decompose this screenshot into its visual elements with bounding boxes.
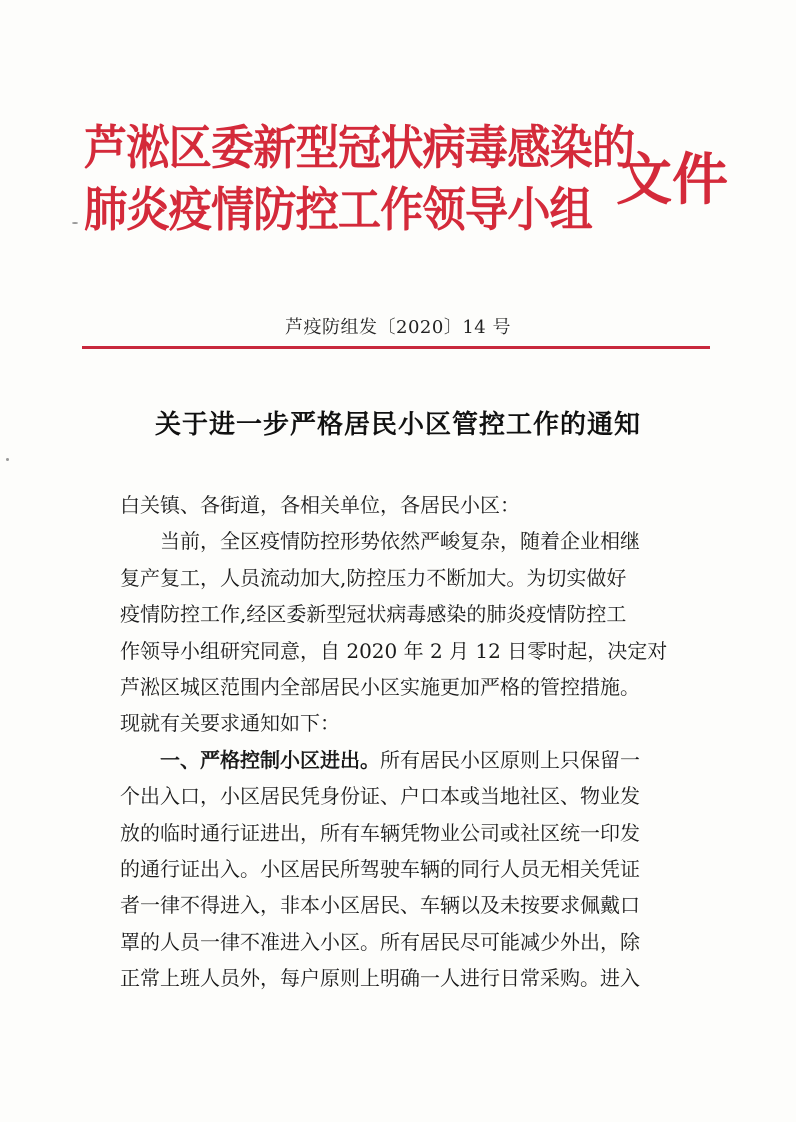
paragraph-2-line: 个出入口，小区居民凭身份证、户口本或当地社区、物业发	[120, 784, 640, 809]
paragraph-2-line: 放的临时通行证进出，所有车辆凭物业公司或社区统一印发	[120, 820, 640, 845]
red-divider-line	[82, 346, 710, 349]
document-body	[120, 487, 690, 997]
masthead-suffix: 文件	[616, 148, 728, 213]
paragraph-2-first-line	[120, 742, 690, 778]
addressee-line: 白关镇、各街道，各相关单位，各居民小区：	[120, 493, 520, 517]
red-masthead	[84, 118, 728, 248]
paragraph-2-line: 者一律不得进入，非本小区居民、车辆以及未按要求佩戴口	[120, 893, 640, 918]
paragraph-2-line: 罩的人员一律不准进入小区。所有居民尽可能减少外出，除	[120, 929, 640, 954]
paragraph-1-line: 现就有关要求通知如下：	[120, 711, 340, 736]
paragraph-2	[120, 742, 690, 997]
scan-speck	[6, 458, 9, 461]
document-number: 芦疫防组发〔2020〕14 号	[285, 317, 511, 338]
section-heading: 一、严格控制小区进出。	[160, 747, 380, 772]
paragraph-1	[120, 523, 690, 741]
paragraph-1-line: 当前，全区疫情防控形势依然严峻复杂，随着企业相继	[160, 529, 640, 554]
paragraph-2-line: 的通行证出入。小区居民所驾驶车辆的同行人员无相关凭证	[120, 857, 640, 882]
document-title: 关于进一步严格居民小区管控工作的通知	[154, 410, 641, 440]
scan-speck	[72, 222, 78, 224]
paragraph-2-line-rest: 所有居民小区原则上只保留一	[380, 747, 640, 772]
masthead-issuer	[84, 118, 635, 242]
masthead-line-2: 肺炎疫情防控工作领导小组	[84, 183, 592, 238]
paragraph-1-line: 芦淞区城区范围内全部居民小区实施更加严格的管控措施。	[120, 675, 640, 700]
paragraph-2-line: 正常上班人员外，每户原则上明确一人进行日常采购。进入	[120, 966, 640, 991]
paragraph-1-line: 疫情防控工作,经区委新型冠状病毒感染的肺炎疫情防控工	[120, 602, 627, 627]
paragraph-1-line: 复产复工，人员流动加大,防控压力不断加大。为切实做好	[120, 565, 627, 590]
masthead-line-1: 芦淞区委新型冠状病毒感染的	[84, 121, 635, 176]
paragraph-1-line: 作领导小组研究同意，自 2020 年 2 月 12 日零时起，决定对	[120, 638, 668, 663]
